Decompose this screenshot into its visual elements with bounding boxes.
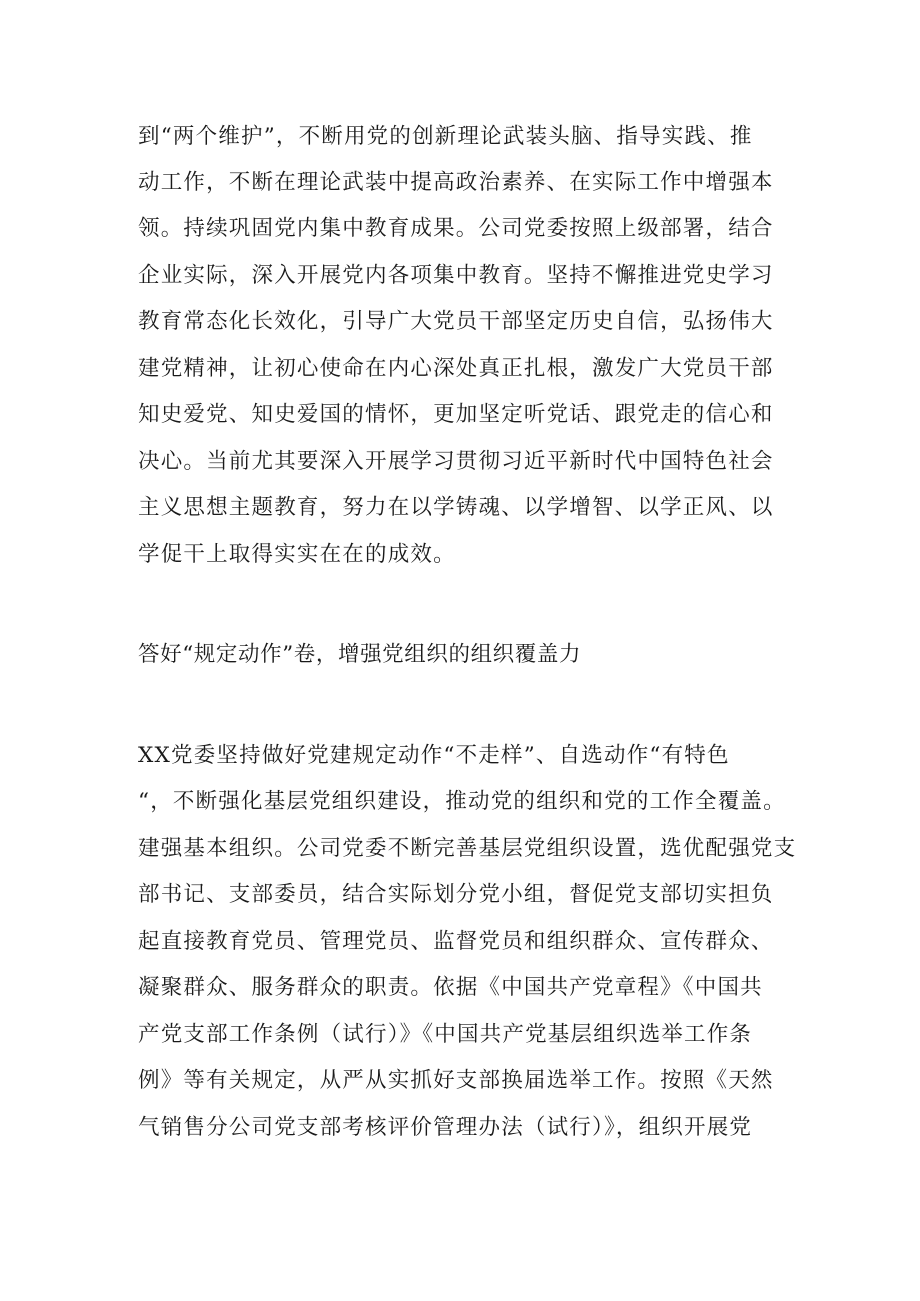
paragraph-line: 知史爱党、知史爱国的情怀，更加坚定听党话、跟党走的信心和	[138, 402, 774, 427]
section-heading: 答好“规定动作”卷，增强党组织的组织覆盖力	[138, 642, 582, 667]
paragraph-line: 动工作，不断在理论武装中提高政治素养、在实际工作中增强本	[138, 170, 774, 195]
paragraph-line: 企业实际，深入开展党内各项集中教育。坚持不懈推进党史学习	[138, 263, 774, 288]
paragraph-line: 领。持续巩固党内集中教育成果。公司党委按照上级部署，结合	[138, 216, 774, 241]
paragraph-line: “，不断强化基层党组织建设，推动党的组织和党的工作全覆盖。	[138, 789, 786, 814]
paragraph-line: 部书记、支部委员，结合实际划分党小组，督促党支部切实担负	[138, 882, 774, 907]
paragraph-line: 决心。当前尤其要深入开展学习贯彻习近平新时代中国特色社会	[138, 449, 774, 474]
paragraph-line: 气销售分公司党支部考核评价管理办法（试行）》，组织开展党	[138, 1115, 753, 1140]
paragraph-line: 学促干上取得实实在在的成效。	[138, 542, 456, 567]
paragraph-line: XX党委坚持做好党建规定动作“不走样”、自选动作“有特色	[138, 743, 730, 768]
paragraph-line: 凝聚群众、服务群众的职责。依据《中国共产党章程》《中国共	[138, 975, 763, 1000]
paragraph-line: 起直接教育党员、管理党员、监督党员和组织群众、宣传群众、	[138, 929, 774, 954]
paragraph-line: 教育常态化长效化，引导广大党员干部坚定历史自信，弘扬伟大	[138, 309, 774, 334]
paragraph-line: 例》等有关规定，从严从实抓好支部换届选举工作。按照《天然	[138, 1068, 774, 1093]
paragraph-line: 建强基本组织。公司党委不断完善基层党组织设置，选优配强党支	[138, 836, 797, 861]
paragraph-line: 到“两个维护”，不断用党的创新理论武装头脑、指导实践、推	[138, 124, 753, 149]
paragraph-line: 产党支部工作条例（试行）》《中国共产党基层组织选举工作条	[138, 1022, 753, 1047]
paragraph-line: 建党精神，让初心使命在内心深处真正扎根，激发广大党员干部	[138, 356, 774, 381]
paragraph-line: 主义思想主题教育，努力在以学铸魂、以学增智、以学正风、以	[138, 495, 774, 520]
